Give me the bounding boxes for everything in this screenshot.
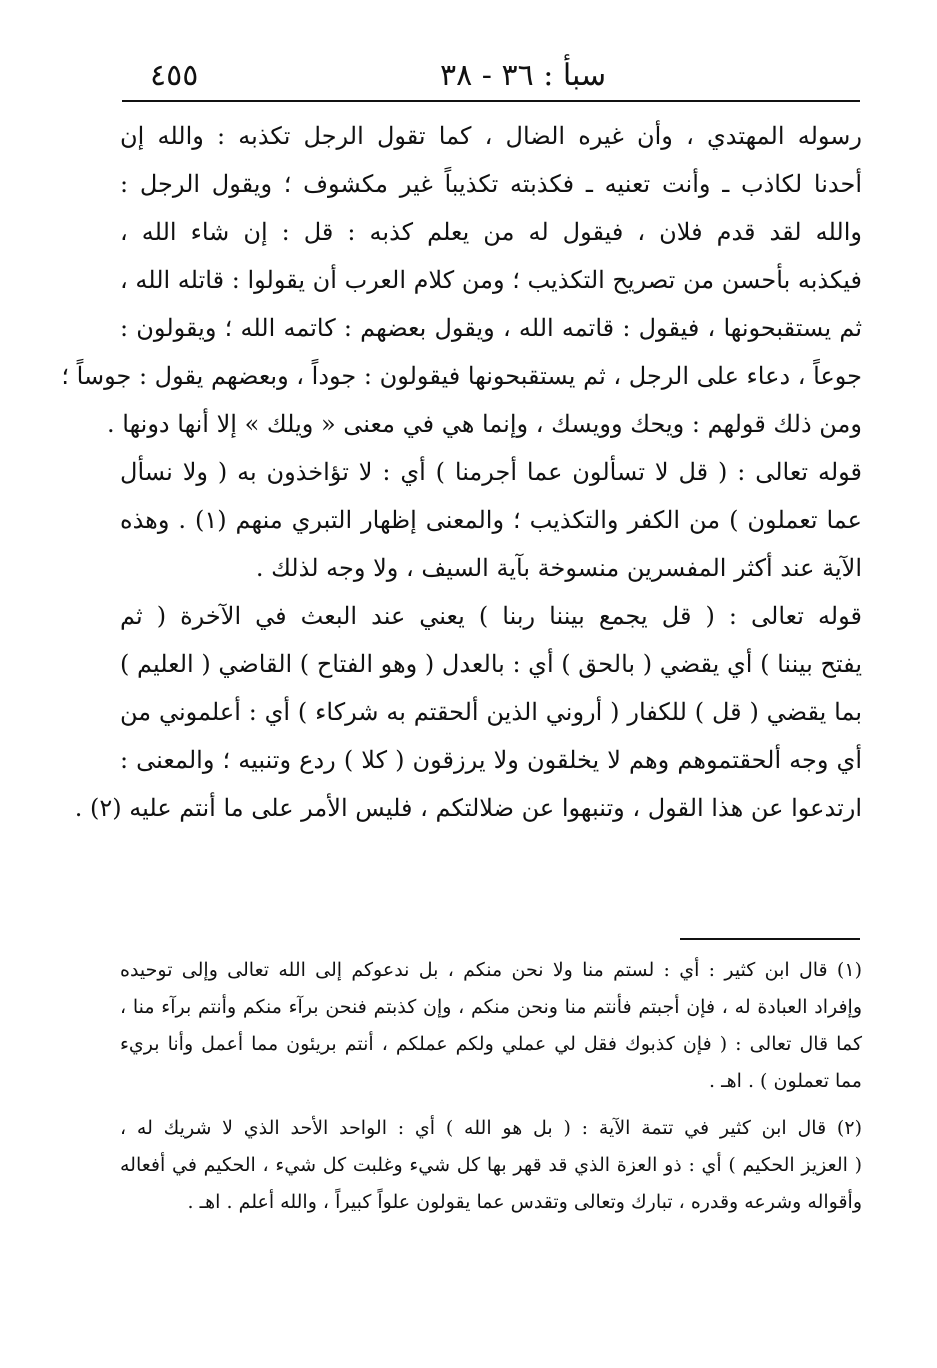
page-header	[120, 58, 860, 98]
text-line: أحدنا لكاذب ـ وأنت تعنيه ـ فكذبته تكذيباً غير مكشوف ؛ ويقول الرجل :	[120, 170, 862, 198]
footnote-line: مما تعملون ) . اهـ .	[708, 1070, 862, 1092]
footnote-line: كما قال تعالى : ( فإن كذبوك فقل لي عملي ولكم عملكم ، أنتم بريئون مما أعمل وأنا بريء	[120, 1033, 862, 1055]
footnote-2	[120, 1110, 862, 1221]
text-line: عما تعملون ) من الكفر والتكذيب ؛ والمعنى إظهار التبري منهم (١) . وهذه	[120, 506, 862, 534]
footnote-1	[120, 952, 862, 1100]
footnote-line: (٢) قال ابن كثير في تتمة الآية : ( بل هو الله ) أي : الواحد الأحد الذي لا شريك له ،	[120, 1117, 862, 1139]
text-line: قوله تعالى : ( قل يجمع بيننا ربنا ) يعني عند البعث في الآخرة ( ثم	[120, 602, 862, 630]
footnote-line: وإفراد العبادة له ، فإن أجبتم فأنتم منا ونحن منكم ، وإن كذبتم فنحن برآء منكم وأنتم برآء منا ،	[120, 996, 862, 1018]
footnote-spacer	[120, 1100, 862, 1110]
footnote-line: (١) قال ابن كثير : أي : لستم منا ولا نحن منكم ، بل ندعوكم إلى الله تعالى وإلى توحيده	[120, 959, 862, 981]
footnote-divider	[680, 938, 860, 940]
text-line: بما يقضي ( قل ) للكفار ( أروني الذين ألحقتم به شركاء ) أي : أعلموني من	[120, 698, 862, 726]
text-line: والله لقد قدم فلان ، فيقول له من يعلم كذبه : قل : إن شاء الله ،	[120, 218, 862, 246]
header-divider	[122, 100, 860, 102]
text-line: ومن ذلك قولهم : ويحك وويسك ، وإنما هي في معنى « ويلك » إلا أنها دونها .	[107, 410, 862, 438]
main-text-body	[61, 112, 862, 832]
text-line: قوله تعالى : ( قل لا تسألون عما أجرمنا ) أي : لا تؤاخذون به ( ولا نسأل	[120, 458, 862, 486]
text-line: ثم يستقبحونها ، فيقول : قاتمه الله ، ويقول بعضهم : كاتمه الله ؛ ويقولون :	[120, 314, 862, 342]
text-line: جوعاً ، دعاء على الرجل ، ثم يستقبحونها فيقولون : جوداً ، وبعضهم يقول : جوساً ؛	[61, 362, 862, 390]
footnote-line: وأقواله وشرعه وقدره ، تبارك وتعالى وتقدس عما يقولون علواً كبيراً ، والله أعلم . اهـ .	[187, 1191, 862, 1213]
text-line: أي وجه ألحقتموهم وهم لا يخلقون ولا يرزقون ( كلا ) ردع وتنبيه ؛ والمعنى :	[120, 746, 862, 774]
footnotes	[120, 952, 862, 1221]
running-head: سبأ : ٣٦ - ٣٨	[440, 58, 607, 93]
text-line: رسوله المهتدي ، وأن غيره الضال ، كما تقول الرجل تكذبه : والله إن	[120, 122, 862, 150]
page-number: ٤٥٥	[150, 58, 199, 93]
text-line: فيكذبه بأحسن من تصريح التكذيب ؛ ومن كلام العرب أن يقولوا : قاتله الله ،	[120, 266, 862, 294]
footnote-line: ( العزيز الحكيم ) أي : ذو العزة الذي قد قهر بها كل شيء وغلبت كل شيء ، الحكيم في أفعاله	[120, 1154, 862, 1176]
text-line: يفتح بيننا ) أي يقضي ( بالحق ) أي : بالعدل ( وهو الفتاح ) القاضي ( العليم )	[120, 650, 862, 678]
text-line: الآية عند أكثر المفسرين منسوخة بآية السيف ، ولا وجه لذلك .	[255, 554, 862, 582]
text-line: ارتدعوا عن هذا القول ، وتنبهوا عن ضلالتكم ، فليس الأمر على ما أنتم عليه (٢) .	[74, 794, 862, 822]
